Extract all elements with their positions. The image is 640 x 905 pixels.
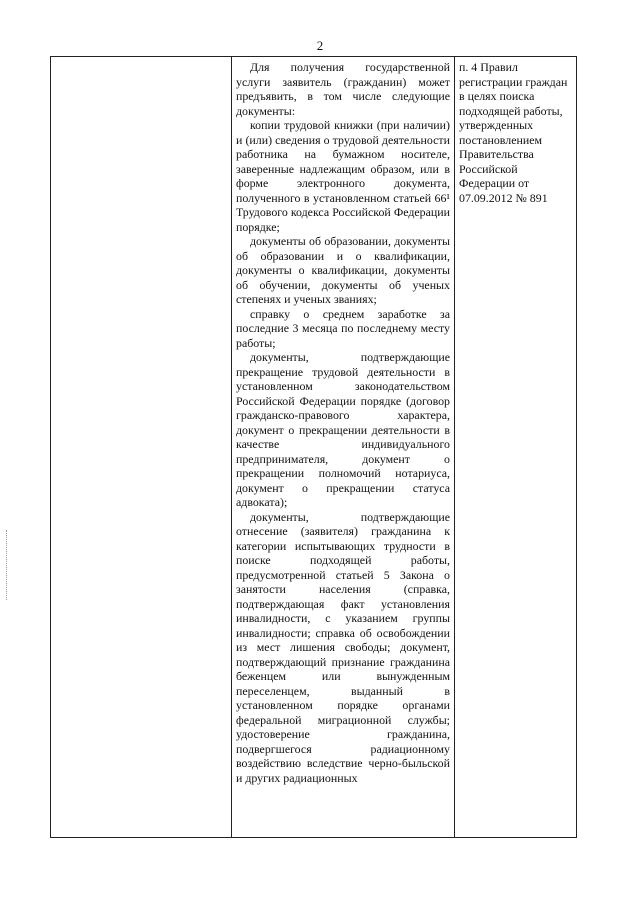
legal-reference-text: п. 4 Правил регистрации граждан в целях поиска подходящей работы, утвержденных постановлением Правительства Российской Федерации от 07.09.2012 № 891 xyxy=(459,60,568,205)
document-item-termination: документы, подтверждающие прекращение трудовой деятельности в установленном законодательством Российской Федерации порядке (договор гражданско-правового характера, документ о прекращении деятельности в качестве индивидуального предпринимателя, документ о прекращении полномочий нотариуса, документ о прекращении статуса адвоката); xyxy=(236,350,450,509)
page-number: 2 xyxy=(316,38,324,53)
legal-reference-cell xyxy=(455,57,577,838)
margin-mark xyxy=(6,530,8,600)
documents-cell xyxy=(232,57,455,838)
document-item-category: документы, подтверждающие отнесение (заявителя) гражданина к категории испытывающих трудности в поиске подходящей работы, предусмотренной статьей 5 Закона о занятости населения (справка, подтверждающая факт установления инвалидности, с указанием группы инвалидности; справка об освобождении из мест лишения свободы; документ, подтверждающий признание гражданина беженцем или вынужденным переселенцем, выданный в установленном порядке органами федеральной миграционной службы; удостоверение гражданина, подвергшегося радиационному воздействию вследствие черно-быльской и других радиационных xyxy=(236,509,450,785)
document-item-salary-certificate: справку о среднем заработке за последние 3 месяца по последнему месту работы; xyxy=(236,306,450,350)
empty-cell xyxy=(51,57,232,838)
document-item-work-record: копии трудовой книжки (при наличии) и (или) сведения о трудовой деятельности работника на бумажном носителе, заверенные надлежащим образом, или в форме электронного документа, полученного в установленном статьей 66¹ Трудового кодекса Российской Федерации порядке; xyxy=(236,118,450,234)
document-table xyxy=(50,56,577,838)
documents-intro: Для получения государственной услуги заявитель (гражданин) может предъявить, в том числе следующие документы: xyxy=(236,60,450,118)
table-row xyxy=(51,57,577,838)
document-item-education: документы об образовании, документы об образовании и о квалификации, документы о квалификации, документы об обучении, документы об ученых степенях и ученых званиях; xyxy=(236,234,450,306)
